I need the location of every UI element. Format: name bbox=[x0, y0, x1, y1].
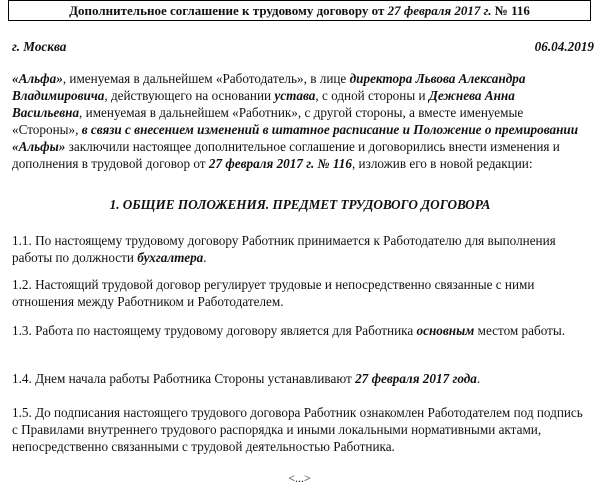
title-number: № 116 bbox=[491, 3, 530, 18]
document-title bbox=[8, 0, 591, 21]
title-date: 27 февраля 2017 г. bbox=[387, 3, 492, 18]
omission-marker: <...> bbox=[288, 471, 311, 485]
clause-1-3 bbox=[12, 322, 588, 339]
title-prefix: Дополнительное соглашение к трудовому договору от bbox=[69, 3, 388, 18]
clause-1-2: 1.2. Настоящий трудовой договор регулирует трудовые и непосредственно связанные с ними отношения между Работником и Работодателем. bbox=[12, 277, 535, 309]
clause-text: . bbox=[203, 250, 207, 265]
position-name: бухгалтера bbox=[137, 250, 204, 265]
employer-name: «Альфа» bbox=[12, 71, 63, 86]
intro-text: , именуемая в дальнейшем «Работник», с другой стороны, а вместе именуемые «Стороны», bbox=[12, 105, 524, 137]
clause-1-4 bbox=[12, 370, 588, 387]
intro-text: заключили настоящее дополнительное соглашение и договорились внести изменения и дополнения в трудовой договор от bbox=[12, 139, 560, 171]
section-heading: 1. ОБЩИЕ ПОЛОЖЕНИЯ. ПРЕДМЕТ ТРУДОВОГО ДОГОВОРА bbox=[109, 197, 491, 212]
clause-text: 1.3. Работа по настоящему трудовому договору является для Работника bbox=[12, 323, 417, 338]
document-date: 06.04.2019 bbox=[534, 39, 594, 54]
city: г. Москва bbox=[12, 39, 67, 54]
reason-text: в связи с внесением изменений в штатное расписание и Положение о премировании «Альфы» bbox=[12, 122, 579, 154]
clause-1-1 bbox=[12, 232, 588, 266]
clause-1-5: 1.5. До подписания настоящего трудового договора Работник ознакомлен Работодателем под подпись с Правилами внутреннего трудового распорядка и иными локальными нормативными актами, непосредственно связанными с трудовой деятельностью Работника. bbox=[12, 405, 583, 454]
place-date-line bbox=[12, 38, 594, 55]
basis-document: устава bbox=[274, 88, 316, 103]
director-name: директора Львова Александра Владимировича bbox=[12, 71, 526, 103]
start-date: 27 февраля 2017 года bbox=[355, 371, 477, 386]
employee-name: Дежнева Анна Васильевна bbox=[12, 88, 515, 120]
work-kind: основным bbox=[416, 323, 475, 338]
clause-text: 1.4. Днем начала работы Работника Стороны устанавливают bbox=[12, 371, 356, 386]
intro-text: , с одной стороны и bbox=[315, 88, 429, 103]
intro-text: , изложив его в новой редакции: bbox=[351, 156, 533, 171]
contract-reference: 27 февраля 2017 г. № 116 bbox=[208, 156, 352, 171]
clause-text: местом работы. bbox=[474, 323, 566, 338]
clause-text: . bbox=[476, 371, 481, 386]
clause-text: 1.1. По настоящему трудовому договору Работник принимается к Работодателю для выполнения работы по должности bbox=[12, 233, 556, 265]
intro-paragraph bbox=[12, 70, 588, 172]
intro-text: , именуемая в дальнейшем «Работодатель», в лице bbox=[62, 71, 350, 86]
intro-text: , действующего на основании bbox=[104, 88, 275, 103]
